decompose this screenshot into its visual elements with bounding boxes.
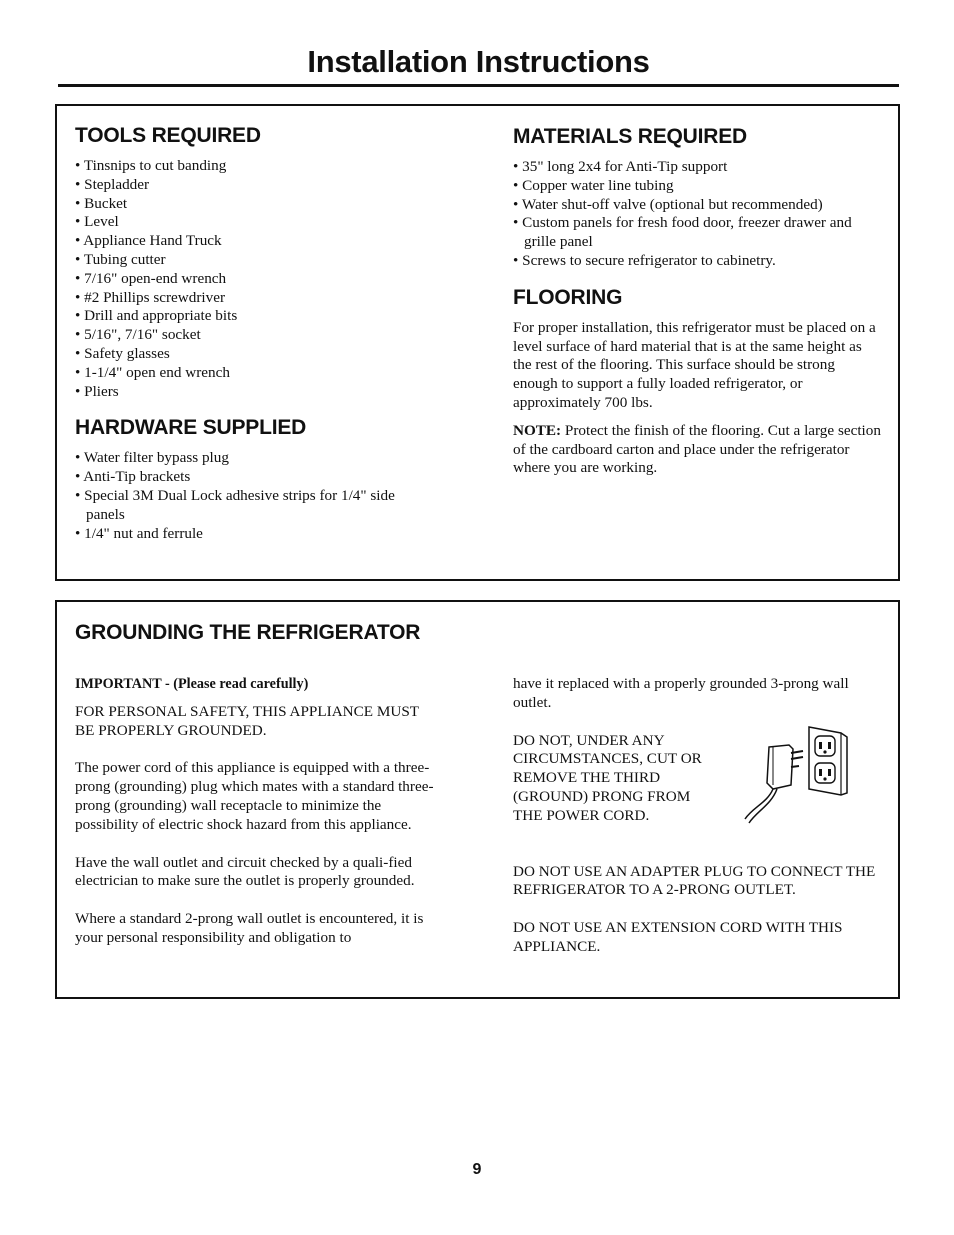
list-item: • Anti-Tip brackets (75, 468, 435, 487)
tools-list (75, 157, 455, 401)
list-item: • Copper water line tubing (513, 177, 881, 196)
hardware-heading: HARDWARE SUPPLIED (75, 416, 307, 440)
list-item: • 5/16", 7/16" socket (75, 326, 455, 345)
grounding-paragraph: Have the wall outlet and circuit checked by a quali-fied electrician to make sure the outlet is properly grounded. (75, 853, 415, 890)
list-item: • Screws to secure refrigerator to cabinetry. (513, 252, 881, 271)
grounding-paragraph: FOR PERSONAL SAFETY, THIS APPLIANCE MUST BE PROPERLY GROUNDED. (75, 702, 419, 739)
grounding-box (55, 600, 900, 999)
materials-section (513, 125, 881, 478)
list-item: • 35" long 2x4 for Anti-Tip support (513, 158, 881, 177)
note-text: Protect the finish of the flooring. Cut a large section of the cardboard carton and place under the refrigerator where you are working. (513, 421, 881, 477)
hardware-list (75, 449, 435, 543)
list-item: • Tubing cutter (75, 251, 455, 270)
list-item: • Pliers (75, 383, 455, 402)
page-title: Installation Instructions (307, 44, 650, 79)
tools-section (75, 124, 455, 543)
title-divider (58, 84, 899, 87)
adapter-warning: DO NOT USE AN ADAPTER PLUG TO CONNECT THE REFRIGERATOR TO A 2-PRONG OUTLET. (513, 862, 876, 899)
list-item: • #2 Phillips screwdriver (75, 289, 455, 308)
list-item: • 7/16" open-end wrench (75, 270, 455, 289)
page-number: 9 (472, 1161, 482, 1178)
requirements-box (55, 104, 900, 581)
list-item: • Water shut-off valve (optional but recommended) (513, 196, 881, 215)
list-item: • 1/4" nut and ferrule (75, 525, 435, 544)
materials-list (513, 158, 881, 271)
list-item: • Water filter bypass plug (75, 449, 435, 468)
flooring-heading: FLOORING (513, 285, 623, 309)
list-item: • Safety glasses (75, 345, 455, 364)
plug-and-outlet-icon (743, 723, 853, 825)
grounding-heading: GROUNDING THE REFRIGERATOR (75, 621, 421, 644)
list-item: • Special 3M Dual Lock adhesive strips for 1/4" side panels (75, 487, 435, 525)
flooring-paragraph: For proper installation, this refrigerator must be placed on a level surface of hard material that is at the same height as the rest of the flooring. This surface should be strong enough to support a fully loaded refrigerator, or approximately 700 lbs. (513, 318, 876, 411)
prong-warning: DO NOT, UNDER ANY CIRCUMSTANCES, CUT OR REMOVE THE THIRD (GROUND) PRONG FROM THE POWER CORD. (513, 731, 702, 824)
list-item: • Tinsnips to cut banding (75, 157, 455, 176)
list-item: • Appliance Hand Truck (75, 232, 455, 251)
grounding-paragraph: Where a standard 2-prong wall outlet is encountered, it is your personal responsibility and obligation to (75, 910, 424, 946)
list-item: • Level (75, 213, 455, 232)
list-item: • 1-1/4" open end wrench (75, 364, 455, 383)
list-item: • Custom panels for fresh food door, freezer drawer and grille panel (513, 214, 881, 252)
grounding-paragraph: The power cord of this appliance is equipped with a three-prong (grounding) plug which mates with a standard three-prong (grounding) wall receptacle to minimize the possibility of electric shock hazard from this appliance. (75, 759, 434, 833)
grounding-paragraph: have it replaced with a properly grounded 3-prong wall outlet. (513, 675, 849, 711)
list-item: • Stepladder (75, 176, 455, 195)
list-item: • Bucket (75, 195, 455, 214)
list-item: • Drill and appropriate bits (75, 307, 455, 326)
grounding-left-column (75, 675, 441, 948)
tools-heading: TOOLS REQUIRED (75, 124, 261, 147)
flooring-note (513, 422, 881, 478)
materials-heading: MATERIALS REQUIRED (513, 125, 748, 148)
important-label: IMPORTANT - (Please read carefully) (75, 676, 309, 692)
note-label: NOTE: (513, 421, 562, 439)
extension-warning: DO NOT USE AN EXTENSION CORD WITH THIS APPLIANCE. (513, 919, 843, 955)
